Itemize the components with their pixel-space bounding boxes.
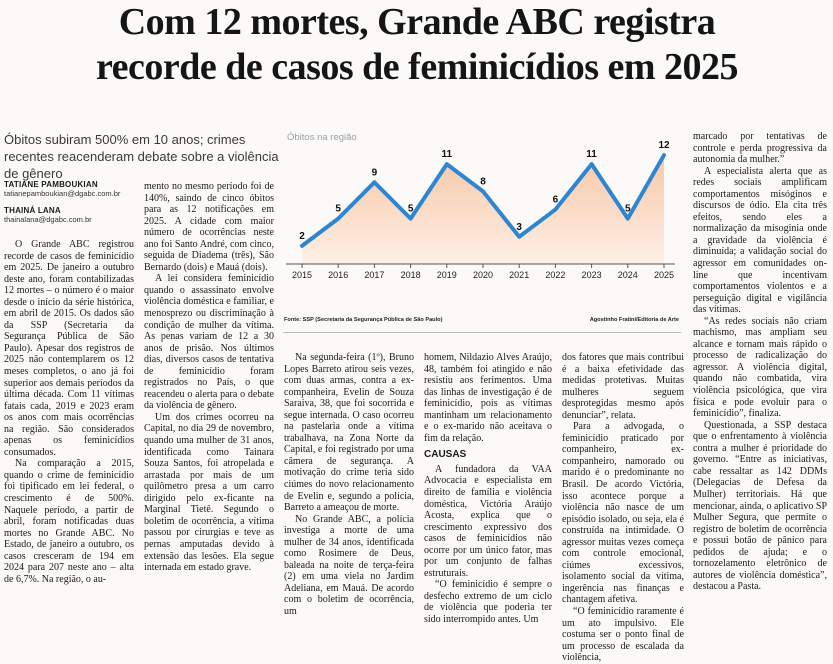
x-tick-label: 2024 bbox=[617, 270, 638, 280]
paragraph: dos fatores que mais contribui é a baixa efetividade das medidas protetivas. Muitas mulheres seguem desprotegidas mesmo após denunciar”, relata. bbox=[562, 352, 684, 421]
graphic-bottom-rule bbox=[283, 332, 681, 333]
x-tick-label: 2023 bbox=[581, 270, 602, 280]
paragraph: Na comparação a 2015, quando o crime de feminicídio foi tipificado em lei federal, o crescimento é de 500%. Naquele período, a partir de abril, foram notificadas duas mortes no Grande ABC. No Estado, de janeiro a outubro, os casos cresceram de 194 em 2024 para 207 neste ano – alta de 6,7%. Na região, o au- bbox=[4, 458, 134, 585]
data-label: 8 bbox=[480, 176, 486, 188]
x-tick-label: 2017 bbox=[364, 270, 385, 280]
x-tick-label: 2016 bbox=[328, 270, 349, 280]
data-point bbox=[409, 217, 412, 220]
x-tick-label: 2019 bbox=[436, 270, 457, 280]
paragraph: homem, Nildazio Alves Araújo, 48, também foi atingido e não resistiu aos ferimentos. Uma das linhas de investigação é de feminicídio, pois as vítimas mantinham um relacionamento e o ex-marido não aceitava o fim da relação. bbox=[424, 352, 552, 444]
paragraph: “O feminicídio raramente é um ato impulsivo. Ele costuma ser o ponto final de um processo de escalada da violência, bbox=[562, 606, 684, 664]
paragraph: Questionada, a SSP destaca que o enfrentamento à violência contra a mulher é prioridade do governo. “Entre as iniciativas, cabe ressaltar as 142 DDMs (Delegacias de Defesa da Mulher) territoriais. Há que mencionar, ainda, o aplicativo SP Mulher Segura, que permite o registro de boletim de ocorrência e possui botão de pânico para pedidos de ajuda; e o tornozelamento eletrônico de autores de violência doméstica”, destacou a Pasta. bbox=[693, 419, 828, 593]
x-tick-label: 2018 bbox=[400, 270, 421, 280]
article-column-2 bbox=[144, 181, 274, 574]
x-tick-label: 2020 bbox=[472, 270, 494, 280]
paragraph: “O feminicídio é sempre o desfecho extremo de um ciclo de violência que poderia ter sido interrompido antes. Um bbox=[424, 579, 552, 626]
byline-email: thainalana@dgabc.com.br bbox=[4, 215, 92, 224]
byline-name: THAINÁ LANA bbox=[4, 206, 61, 215]
paragraph: Um dos crimes ocorreu na Capital, no dia 29 de novembro, quando uma mulher de 31 anos, identificada como Tainara Souza Santos, foi atropelada e arrastada por mais de um quilômetro presa a um carro dirigido pelo ex-ficante na Marginal Tietê. Segundo o boletim de ocorrência, a vítima passou por cirurgias e teve as pernas amputadas devido à extensão das lesões. Ela segue internada em estado grave. bbox=[144, 411, 274, 574]
data-label: 5 bbox=[335, 203, 341, 215]
x-tick-label: 2015 bbox=[291, 270, 313, 280]
subhead: Óbitos subiram 500% em 10 anos; crimes recentes reacenderam debate sobre a violência de gênero bbox=[4, 132, 279, 181]
data-point bbox=[662, 153, 665, 156]
chart-container bbox=[283, 130, 681, 332]
data-point bbox=[337, 217, 340, 220]
paragraph: A fundadora da VAA Advocacia e especialista em direito de família e violência doméstica, Victória Araújo Acosta, explica que o crescimento expressivo dos casos de feminicídios não ocorre por um único fator, mas por um conjunto de falhas estruturais. bbox=[424, 463, 552, 579]
data-label: 11 bbox=[441, 149, 453, 161]
x-tick-label: 2022 bbox=[545, 270, 566, 280]
x-tick-label: 2025 bbox=[653, 270, 675, 280]
data-label: 5 bbox=[407, 203, 414, 215]
data-point bbox=[481, 190, 484, 193]
paragraph: Para a advogada, o feminicídio praticado por companheiro, ex-companheiro, namorado ou marido é o predominante no Brasil. De acordo Victória, isso acontece porque a violência não nasce de um episódio isolado, ou seja, ela é construída na intimidade. O agressor muitas vezes começa com controle emocional, ciúmes excessivos, isolamento social da vítima, ingerência nas finanças e chantagem afetiva. bbox=[562, 421, 684, 606]
paragraph: O Grande ABC registrou recorde de casos de feminicídio em 2025. De janeiro a outubro deste ano, foram contabilizadas 12 mortes – o número é o maior desde o início da série histórica, em abril de 2015. Os dados são da SSP (Secretaria da Segurança Pública de São Paulo). Apesar dos registros de 2025 não contemplarem os 12 meses completos, o ano já foi superior aos demais períodos da última década. Com 11 vítimas fatais cada, 2019 e 2023 eram os anos com mais ocorrências na região. São considerados apenas os feminicídios consumados. bbox=[4, 239, 134, 458]
data-point bbox=[554, 208, 557, 211]
data-label: 3 bbox=[516, 221, 522, 233]
article-column-5 bbox=[562, 352, 684, 664]
data-point bbox=[373, 181, 376, 184]
paragraph: No Grande ABC, a polícia investiga a morte de uma mulher de 34 anos, identificada como Rosimere de Deus, baleada na noite de terça-feira (2) em uma viela no Jardim Adeliana, em Mauá. De acordo com o boletim de ocorrência, um bbox=[284, 513, 414, 618]
byline-email: tatianepamboukian@dgabc.com.br bbox=[4, 189, 121, 198]
section-heading: CAUSAS bbox=[424, 449, 467, 461]
headline bbox=[4, 0, 830, 90]
chart-credit: Agostinho Fratini/Editoria de Arte bbox=[589, 317, 679, 323]
chart-title: Óbitos na região bbox=[287, 132, 357, 143]
paragraph: marcado por tentativas de controle e perda progressiva da autonomia da mulher.” bbox=[693, 131, 827, 166]
data-label: 2 bbox=[299, 230, 305, 242]
article-column-3 bbox=[284, 352, 414, 618]
data-point bbox=[626, 217, 629, 220]
paragraph: mento no mesmo período foi de 140%, saindo de cinco óbitos para as 12 notificações em 2025. A cidade com maior número de ocorrências neste ano foi Santo André, com cinco, seguida de Diadema (três), São Bernardo (dois) e Mauá (dois). bbox=[144, 181, 274, 273]
paragraph: A especialista alerta que as redes sociais amplificam comportamentos misóginos e discursos de ódio. Ela cita três efeitos, sendo eles a normalização da misoginia onde a gravidade da violência é diminuída; a validação social do agressor em comunidades on-line que incentivam comportamentos violentos e a perseguição digital e vigilância das vítimas. bbox=[693, 165, 827, 316]
chart-source: Fonte: SSP (Secretaria da Segurança Pública de São Paulo) bbox=[284, 317, 443, 323]
data-point bbox=[518, 235, 521, 238]
headline-line-2: recorde de casos de feminicídios em 2025 bbox=[95, 46, 739, 88]
paragraph: Na segunda-feira (1º), Bruno Lopes Barreto atirou seis vezes, com duas armas, contra a ex-companheira, Evelin de Souza Saraiva, 38, que foi socorrida e segue internada. O caso ocorreu na pastelaria onde a vítima trabalhava, na Zona Norte da Capital, e foi registrado por uma câmera de segurança. A motivação do crime teria sido ciúmes do novo relacionamento de Evelin e, segundo a polícia, Barreto a ameaçou de morte. bbox=[284, 352, 414, 514]
data-label: 9 bbox=[371, 167, 378, 179]
x-tick-label: 2021 bbox=[509, 270, 530, 280]
chart-credits bbox=[284, 317, 681, 323]
data-point bbox=[590, 163, 593, 166]
byline-name: TATIANE PAMBOUKIAN bbox=[4, 180, 98, 189]
data-label: 12 bbox=[658, 140, 670, 152]
chart-area-fill bbox=[302, 155, 664, 264]
data-label: 5 bbox=[625, 203, 631, 215]
data-label: 11 bbox=[586, 149, 597, 161]
article-column-6 bbox=[693, 131, 827, 593]
line-chart bbox=[283, 130, 681, 318]
headline-line-1: Com 12 mortes, Grande ABC registra bbox=[118, 1, 716, 43]
data-point bbox=[300, 244, 303, 247]
paragraph: “As redes sociais não criam machismo, mas ampliam seu alcance e tornam mais rápido o processo de radicalização do agressor. A violência digital, quando não combatida, vira violência psicológica, que vira física e pode evoluir para o feminicídio”, finaliza. bbox=[693, 315, 827, 420]
article-column-1 bbox=[4, 239, 134, 585]
paragraph: A lei considera feminicídio quando o assassinato envolve violência doméstica e familiar, e menosprezo ou discriminação à condição de mulher da vítima. As penas variam de 12 a 30 anos de prisão. Nos últimos dias, diversos casos de tentativa de feminicídio foram registrados no País, o que reacendeu o alerta para o debate da violência de gênero. bbox=[144, 273, 274, 412]
data-label: 6 bbox=[552, 194, 559, 206]
article-column-4 bbox=[424, 352, 552, 626]
data-point bbox=[445, 163, 448, 166]
